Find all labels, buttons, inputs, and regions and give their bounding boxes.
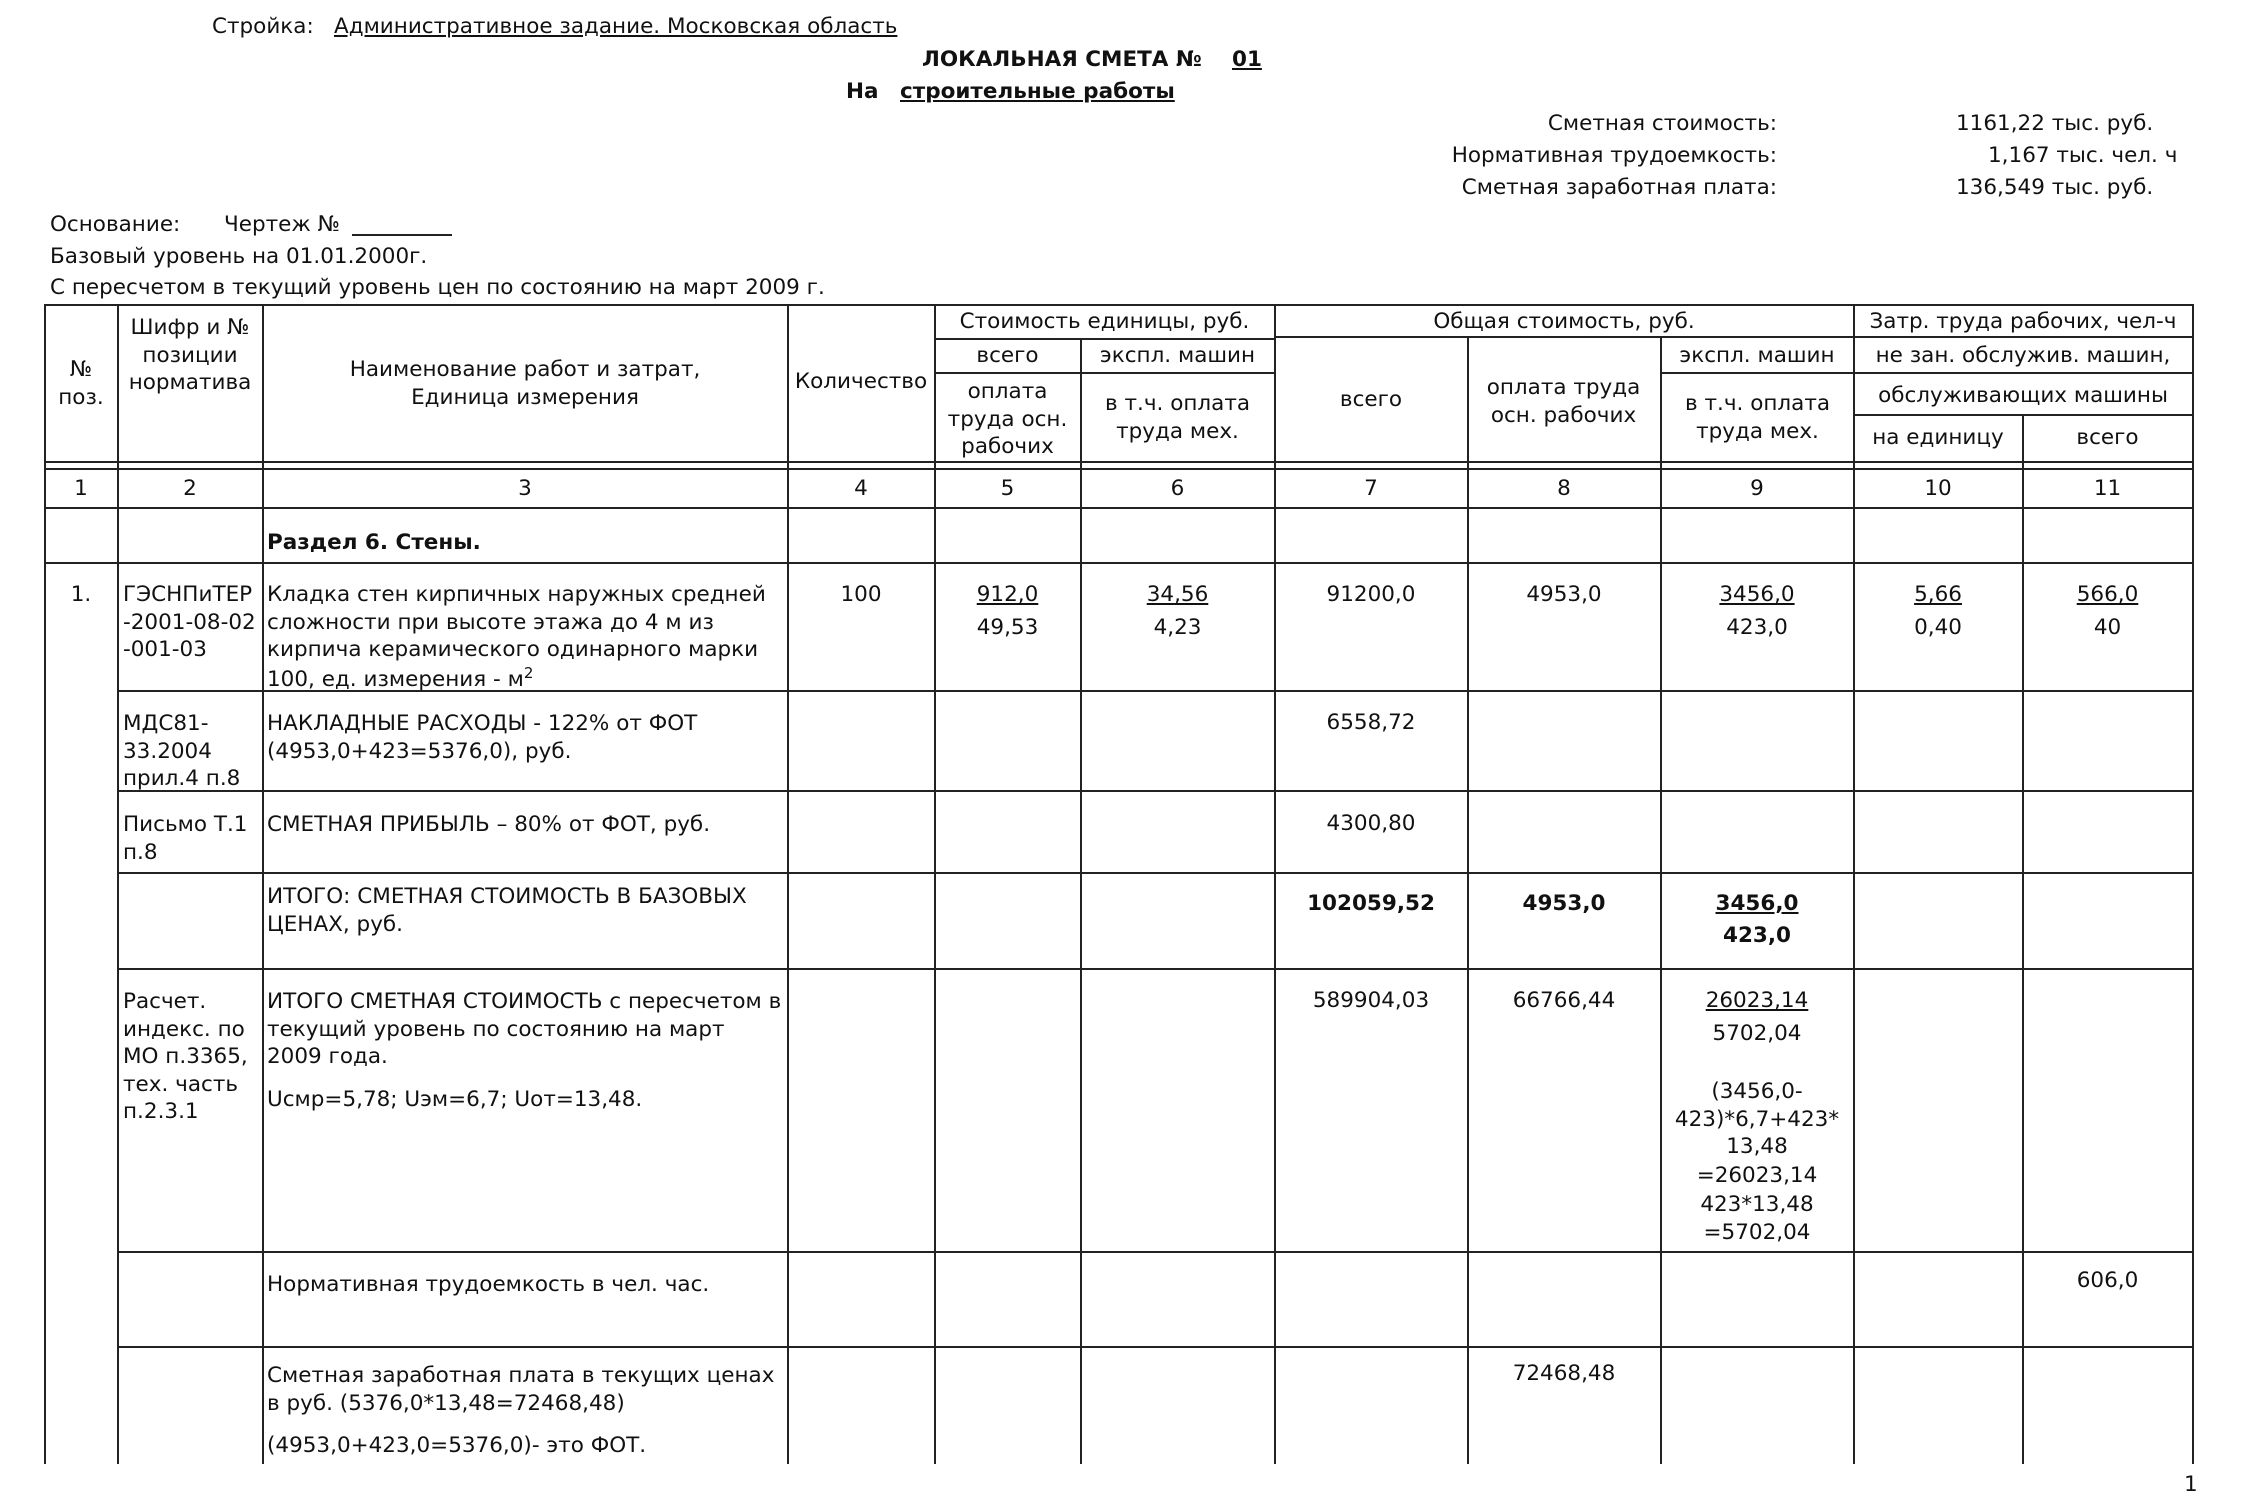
total-all-header: всего [1339, 387, 1403, 412]
unit-pay-value: 49,53 [976, 615, 1039, 640]
labor-label: Нормативная трудоемкость: [1451, 143, 1777, 168]
on-value-text: строительные работы [900, 79, 1175, 104]
total-mech-pay-value: 423,0 [1726, 615, 1788, 640]
per-unit-header: на единицу [1872, 425, 2004, 450]
section-title: Раздел 6. Стены. [267, 530, 481, 555]
row-code: Расчет. индекс. по МО п.3365, тех. часть п.2.3.1 [123, 989, 248, 1125]
col-number: 6 [1170, 476, 1185, 501]
on-label: На [846, 79, 879, 104]
row-indices: Uсмр=5,78; Uэм=6,7; Uот=13,48. [267, 1087, 643, 1112]
basis-label: Основание: [50, 212, 181, 237]
unit-machines-value: 34,56 [1146, 582, 1209, 607]
labor-total-serving-value: 40 [2093, 615, 2122, 640]
row-name-superscript: 2 [523, 663, 534, 682]
total-mech-pay-value: 5702,04 [1712, 1021, 1802, 1046]
serving-header: обслуживающих машины [1878, 383, 2168, 408]
drawing-number-blank [352, 234, 452, 236]
row-name: ИТОГО СМЕТНАЯ СТОИМОСТЬ с пересчетом в текущий уровень по состоянию на март 2009 года. [267, 989, 782, 1070]
row-code: Письмо Т.1 п.8 [123, 812, 248, 865]
col-number: 8 [1557, 476, 1571, 501]
document-title: ЛОКАЛЬНАЯ СМЕТА № [922, 47, 1202, 72]
site-value: Административное задание. Московская область [334, 14, 898, 39]
recalc-note: С пересчетом в текущий уровень цен по состоянию на март 2009 г. [50, 275, 825, 300]
formula-line: 13,48 [1726, 1134, 1788, 1159]
row-name: Нормативная трудоемкость в чел. час. [267, 1272, 710, 1297]
total-pay-value: 72468,48 [1512, 1361, 1616, 1386]
col-quantity-header: Количество [794, 369, 928, 394]
col-number: 7 [1364, 476, 1378, 501]
formula-line: 423)*6,7+423* [1674, 1107, 1840, 1132]
total-pay-main-header: оплата труда осн. рабочих [1486, 375, 1641, 428]
total-all-value: 589904,03 [1312, 988, 1430, 1013]
total-pay-value: 4953,0 [1526, 582, 1602, 607]
row-note: (4953,0+423,0=5376,0)- это ФОТ. [267, 1433, 647, 1458]
formula-line: =26023,14 [1696, 1163, 1818, 1188]
cost-label: Сметная стоимость: [1547, 111, 1777, 136]
total-machines-value: 3456,0 [1719, 582, 1795, 607]
base-level: Базовый уровень на 01.01.2000г. [50, 244, 428, 269]
row-name: СМЕТНАЯ ПРИБЫЛЬ – 80% от ФОТ, руб. [267, 812, 711, 837]
row-name: Сметная заработная плата в текущих ценах в руб. (5376,0*13,48=72468,48) [267, 1363, 775, 1416]
total-all-value: 6558,72 [1326, 710, 1416, 735]
labor-total-header: всего [2076, 425, 2139, 450]
row-name: НАКЛАДНЫЕ РАСХОДЫ - 122% от ФОТ (4953,0+423=5376,0), руб. [267, 711, 698, 764]
col-number: 3 [518, 476, 532, 501]
row-quantity: 100 [840, 582, 882, 607]
wage-value: 136,549 тыс. руб. [1956, 175, 2154, 200]
row-name [267, 581, 785, 693]
total-pay-value: 66766,44 [1512, 988, 1616, 1013]
total-machines-value: 26023,14 [1705, 988, 1809, 1013]
row-code: ГЭСНПиТЕР -2001-08-02-001-03 [123, 582, 256, 663]
row-name: ИТОГО: СМЕТНАЯ СТОИМОСТЬ В БАЗОВЫХ ЦЕНАХ, руб. [267, 884, 747, 937]
labor-total-value: 566,0 [2076, 582, 2139, 607]
col-number: 5 [1000, 476, 1015, 501]
total-pay-value: 4953,0 [1522, 891, 1606, 916]
total-all-value: 91200,0 [1326, 582, 1416, 607]
unit-all-header: всего [976, 343, 1039, 368]
total-machines-value: 3456,0 [1715, 891, 1799, 916]
total-cost-header: Общая стоимость, руб. [1433, 309, 1695, 334]
not-serving-header: не зан. обслужив. машин, [1875, 343, 2171, 368]
col-code-header: Шифр и № позиции норматива [128, 315, 252, 396]
unit-incl-mech-header: в т.ч. оплата труда мех. [1104, 391, 1251, 444]
total-mech-pay-value: 423,0 [1722, 923, 1791, 948]
col-number: 9 [1750, 476, 1764, 501]
formula-line: =5702,04 [1703, 1220, 1811, 1245]
row-position: 1. [70, 582, 92, 607]
labor-per-unit-serving-value: 0,40 [1914, 615, 1962, 640]
total-incl-mech-header: в т.ч. оплата труда мех. [1684, 391, 1831, 444]
col-name-header: Наименование работ и затрат, Единица измерения [349, 357, 701, 410]
wage-label: Сметная заработная плата: [1461, 175, 1777, 200]
unit-pay-main-header: оплата труда осн. рабочих [947, 379, 1068, 460]
unit-mech-pay-value: 4,23 [1153, 615, 1202, 640]
col-number: 11 [2093, 476, 2122, 501]
unit-machines-header: экспл. машин [1099, 343, 1256, 368]
unit-all-value: 912,0 [976, 582, 1039, 607]
page-number: 1 [2184, 1472, 2198, 1497]
total-all-value: 4300,80 [1326, 811, 1416, 836]
document-number-value: 01 [1232, 47, 1262, 72]
col-number: 2 [183, 476, 197, 501]
document-number [1215, 47, 1325, 72]
labor-per-unit-value: 5,66 [1914, 582, 1962, 607]
site-label: Стройка: [212, 14, 314, 39]
total-machines-header: экспл. машин [1679, 343, 1835, 368]
drawing-label: Чертеж № [224, 212, 340, 237]
col-number: 1 [74, 476, 88, 501]
total-all-value: 102059,52 [1307, 891, 1435, 916]
on-value [884, 79, 1400, 104]
formula-line: 423*13,48 [1700, 1192, 1814, 1217]
row-name-text: Кладка стен кирпичных наружных средней сложности при высоте этажа до 4 м из кирпича керамического одинарного марки 100, ед. измерения - м [267, 582, 766, 692]
labor-total-value: 606,0 [2076, 1268, 2139, 1293]
labor-cost-header: Затр. труда рабочих, чел-ч [1869, 309, 2177, 334]
col-position-header: № поз. [58, 357, 104, 410]
unit-cost-header: Стоимость единицы, руб. [959, 309, 1250, 334]
cost-value: 1161,22 тыс. руб. [1956, 111, 2154, 136]
formula-line: (3456,0- [1711, 1079, 1803, 1104]
row-code: МДС81-33.2004 прил.4 п.8 [123, 711, 241, 792]
col-number: 10 [1924, 476, 1952, 501]
col-number: 4 [854, 476, 868, 501]
labor-value: 1,167 тыс. чел. ч [1988, 143, 2178, 168]
